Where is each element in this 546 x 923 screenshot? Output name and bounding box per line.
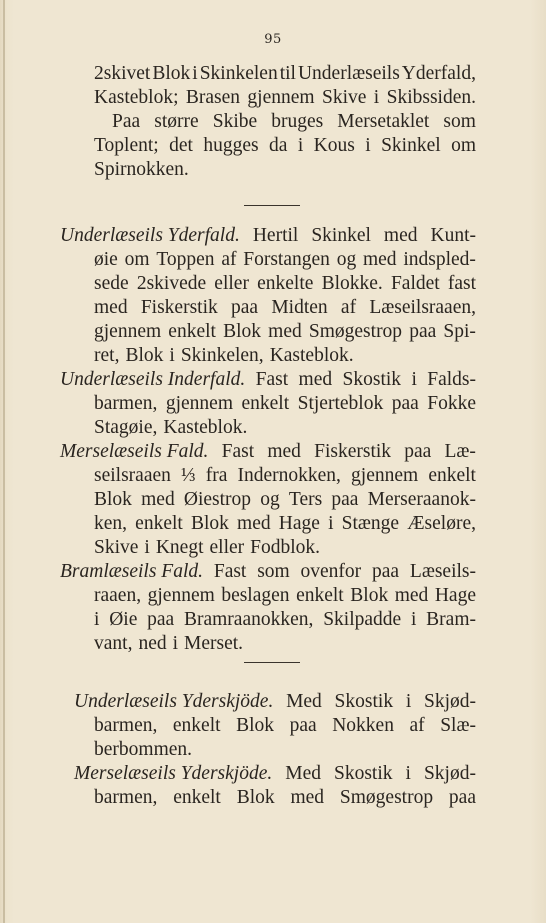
text-line: [94, 609, 476, 631]
word: paa: [289, 715, 317, 736]
text-line: [60, 225, 476, 247]
word: Falds-: [427, 369, 476, 390]
word: af: [221, 249, 237, 270]
word: i: [192, 63, 198, 84]
text-line: [112, 111, 476, 133]
word: Skostik: [334, 691, 394, 712]
word: med: [383, 225, 418, 246]
word: enkelt: [168, 321, 216, 342]
word: Ters: [288, 489, 323, 510]
text-line: [94, 417, 247, 439]
word: med: [267, 441, 301, 462]
word: Toppen: [156, 249, 215, 270]
word: Paa: [112, 111, 141, 132]
word: fast: [447, 273, 476, 294]
word: enkelt: [173, 787, 221, 808]
word: Kasteblok.: [269, 345, 354, 366]
word: Mersetaklet: [337, 111, 430, 132]
word: med: [362, 249, 397, 270]
word: med: [141, 489, 175, 510]
word: Læseilsraaen,: [369, 297, 476, 318]
word: Brasen: [185, 87, 241, 108]
word: Fast: [213, 561, 247, 582]
word: ret,: [94, 345, 120, 366]
word: paa: [391, 393, 419, 414]
section-heading: Underlæseils Inderfald.: [60, 369, 246, 390]
word: Indernokken,: [237, 465, 341, 486]
text-line: [94, 513, 476, 535]
word: ⅓: [181, 465, 196, 486]
word: Bram-: [426, 609, 476, 630]
word: Skive: [94, 537, 139, 558]
word: enkelt: [428, 465, 476, 486]
word: paa: [231, 297, 259, 318]
word: Faldet: [390, 273, 440, 294]
word: paa: [404, 441, 432, 462]
word: gjennem: [247, 87, 315, 108]
section-heading: Underlæseils Yderskjöde.: [74, 691, 274, 712]
word: Midten: [271, 297, 328, 318]
word: 2skivede: [136, 273, 207, 294]
text-line: [94, 537, 320, 559]
word: eller: [209, 537, 245, 558]
word: som: [443, 111, 476, 132]
word: Stagøie,: [94, 417, 158, 438]
word: i: [169, 345, 175, 366]
word: Blok: [223, 321, 262, 342]
word: Fiskerstik: [140, 297, 218, 318]
word: med: [290, 787, 325, 808]
word: Fast: [255, 369, 289, 390]
text-line: [94, 87, 476, 109]
section-heading: Merselæseils Fald.: [60, 441, 209, 462]
text-line: [74, 763, 476, 785]
word: Hage: [278, 513, 320, 534]
word: eller: [214, 273, 249, 294]
text-line: [94, 159, 189, 181]
text-line: [94, 345, 354, 367]
word: Øie: [109, 609, 138, 630]
word: vant,: [94, 633, 133, 654]
word: berbommen.: [94, 739, 193, 760]
word: Skostik: [333, 763, 393, 784]
word: sede: [94, 273, 129, 294]
word: gjennem: [351, 465, 419, 486]
word: fra: [205, 465, 228, 486]
word: Blok: [152, 63, 191, 84]
word: Merset.: [184, 633, 244, 654]
text-line: [74, 691, 476, 713]
text-line: [94, 63, 476, 85]
word: Blok: [190, 513, 229, 534]
word: hugges: [203, 135, 259, 156]
word: større: [154, 111, 199, 132]
word: i: [328, 513, 334, 534]
word: barmen,: [94, 787, 158, 808]
word: om: [124, 249, 150, 270]
word: barmen,: [94, 715, 158, 736]
word: Fodblok.: [250, 537, 321, 558]
word: Spirnokken.: [94, 159, 189, 180]
word: Skostik: [342, 369, 402, 390]
word: Fokke: [427, 393, 476, 414]
word: af: [409, 715, 425, 736]
text-line: [94, 739, 192, 761]
word: Blokke.: [321, 273, 383, 294]
word: paa: [372, 561, 400, 582]
word: i: [405, 691, 412, 712]
word: med: [298, 369, 333, 390]
word: Kunt-: [430, 225, 476, 246]
word: i: [411, 369, 417, 390]
word: om: [451, 135, 476, 156]
word: ned: [138, 633, 167, 654]
word: i: [405, 763, 411, 784]
page-number: 95: [264, 32, 282, 47]
word: Skinkel: [311, 225, 371, 246]
text-line: [60, 441, 476, 463]
word: Kous: [313, 135, 355, 156]
section-divider: [244, 205, 300, 206]
word: Med: [286, 691, 322, 712]
text-line: [94, 297, 476, 319]
word: barmen,: [94, 393, 158, 414]
text-line: [94, 249, 476, 271]
word: og: [336, 249, 357, 270]
word: gjennem: [147, 585, 215, 606]
text-line: [94, 787, 476, 809]
section-heading: Underlæseils Yderfald.: [60, 225, 240, 246]
word: det: [169, 135, 193, 156]
text-line: [94, 585, 476, 607]
word: Fiskerstik: [314, 441, 392, 462]
word: og: [260, 489, 280, 510]
word: ovenfor: [300, 561, 362, 582]
word: beslagen: [221, 585, 290, 606]
word: som: [257, 561, 290, 582]
word: Skive: [321, 87, 367, 108]
word: seilsraaen: [94, 465, 171, 486]
text-line: [94, 321, 476, 343]
word: i: [297, 135, 304, 156]
word: Blok: [94, 489, 132, 510]
word: enkelt: [172, 715, 221, 736]
word: Skilpadde: [323, 609, 402, 630]
word: Skibe: [212, 111, 258, 132]
word: 2skivet: [94, 63, 151, 84]
word: Læ-: [444, 441, 476, 462]
word: Yderfald,: [401, 63, 476, 84]
word: øie: [94, 249, 118, 270]
word: Blok: [350, 585, 389, 606]
word: Øiestrop: [183, 489, 252, 510]
word: Skjød-: [423, 691, 476, 712]
word: Smøgestrop: [308, 321, 403, 342]
word: Smøgestrop: [339, 787, 434, 808]
word: indspled-: [403, 249, 476, 270]
word: i: [144, 537, 150, 558]
word: Spi-: [443, 321, 476, 342]
page-gutter: [3, 0, 5, 923]
word: Underlæseils: [297, 63, 400, 84]
word: af: [340, 297, 357, 318]
word: Nokken: [332, 715, 394, 736]
word: enkelt: [296, 585, 344, 606]
word: enkelt: [135, 513, 183, 534]
text-line: [94, 135, 476, 157]
word: Knegt: [155, 537, 204, 558]
word: Blok: [236, 715, 275, 736]
section-heading: Merselæseils Yderskjöde.: [74, 763, 273, 784]
word: enkelt: [241, 393, 290, 414]
word: enkelte: [257, 273, 314, 294]
word: paa: [331, 489, 359, 510]
section-divider: [244, 662, 300, 663]
word: Hage: [434, 585, 476, 606]
word: Fast: [221, 441, 255, 462]
word: med: [237, 513, 271, 534]
word: med: [394, 585, 429, 606]
word: gjennem: [94, 321, 162, 342]
word: Æseløre,: [407, 513, 476, 534]
text-line: [94, 715, 476, 737]
word: Kasteblok.: [163, 417, 248, 438]
word: Stjerteblok: [297, 393, 384, 414]
word: i: [410, 609, 417, 630]
word: Skinkelen: [199, 63, 278, 84]
word: paa: [448, 787, 476, 808]
text-line: [94, 489, 476, 511]
word: Slæ-: [440, 715, 476, 736]
word: paa: [147, 609, 175, 630]
text-line: [94, 465, 476, 487]
word: Blok: [236, 787, 275, 808]
section-heading: Bramlæseils Fald.: [60, 561, 204, 582]
word: med: [268, 321, 302, 342]
word: i: [94, 609, 100, 630]
word: ken,: [94, 513, 128, 534]
word: Stænge: [341, 513, 400, 534]
word: Skinkel: [381, 135, 441, 156]
word: paa: [409, 321, 437, 342]
text-line: [60, 369, 476, 391]
word: i: [172, 633, 179, 654]
word: Skinkelen,: [180, 345, 264, 366]
word: bruges: [271, 111, 324, 132]
word: Med: [285, 763, 321, 784]
word: Skibssiden.: [386, 87, 476, 108]
word: Skjød-: [423, 763, 476, 784]
word: Forstangen: [243, 249, 330, 270]
word: Blok: [125, 345, 164, 366]
text-line: [94, 273, 476, 295]
text-line: [94, 393, 476, 415]
word: Toplent;: [94, 135, 159, 156]
word: Læseils-: [409, 561, 476, 582]
text-line: [60, 561, 476, 583]
word: gjennem: [165, 393, 233, 414]
word: i: [373, 87, 380, 108]
word: Hertil: [252, 225, 299, 246]
word: Merseraanok-: [367, 489, 476, 510]
word: med: [94, 297, 128, 318]
word: raaen,: [94, 585, 142, 606]
word: Bramraanokken,: [183, 609, 314, 630]
word: da: [269, 135, 288, 156]
word: Kasteblok;: [94, 87, 179, 108]
word: til: [279, 63, 296, 84]
text-line: [94, 633, 243, 655]
word: i: [365, 135, 371, 156]
